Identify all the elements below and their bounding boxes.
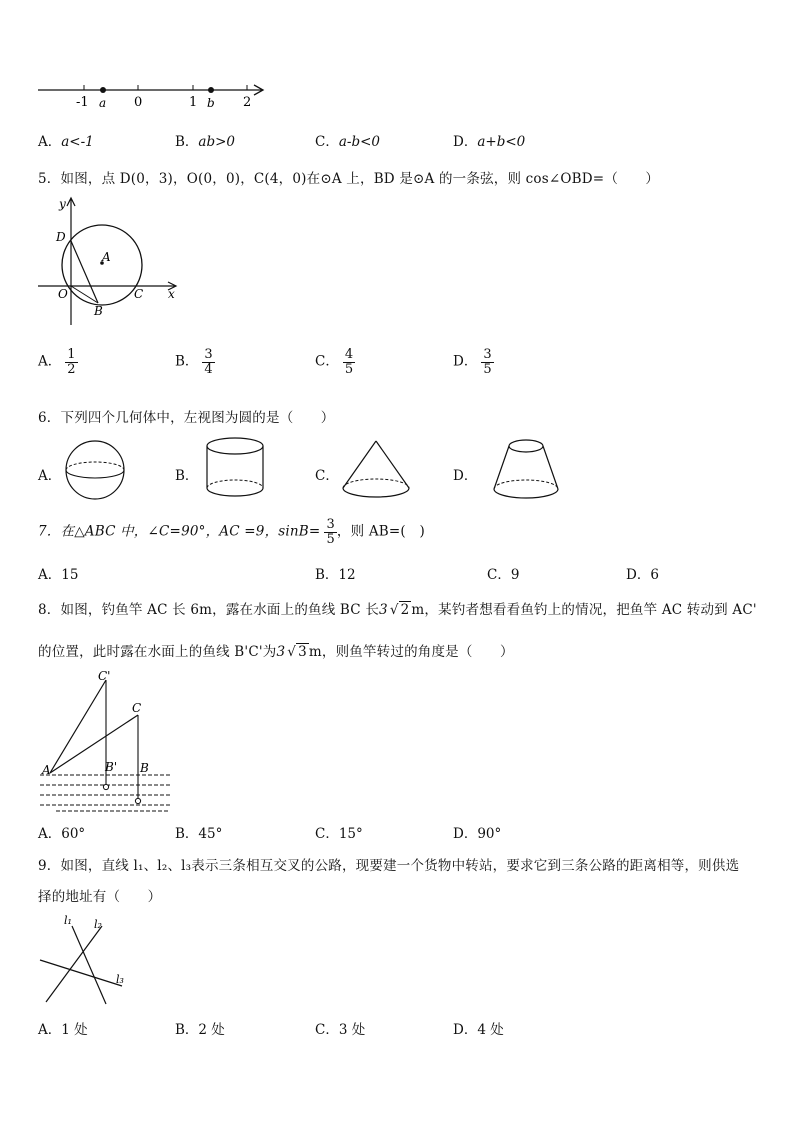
q9-stem-line1: 9．如图，直线 l₁、l₂、l₃表示三条相互交叉的公路，现要建一个货物中转站，要求它到三条公路的距离相等，则供选 bbox=[38, 858, 740, 874]
q5-option-c: C． $\frac{4}{5}$ bbox=[315, 347, 354, 377]
svg-text:B: B bbox=[140, 761, 149, 775]
q8-stem-line1: 8．如图，钓鱼竿 AC 长 6m，露在水面上的鱼线 BC 长3 √ 2 m，某钓者想看看鱼钓上的情况，把鱼竿 AC 转动到 AC' bbox=[38, 602, 757, 618]
q6-option-b-label: B． bbox=[175, 468, 199, 484]
q9-option-a: A．1 处 bbox=[38, 1022, 88, 1038]
svg-text:C: C bbox=[134, 287, 144, 301]
q4-option-d: D．a+b<0 bbox=[453, 134, 526, 150]
point-b bbox=[208, 87, 214, 93]
q4-option-a: A．a<-1 bbox=[38, 134, 94, 150]
svg-text:C: C bbox=[132, 701, 142, 715]
q7-stem: 7．在△ABC 中，∠C=90°，AC =9，sinB= $\frac{3}{5}$ ，则 AB=( ) bbox=[38, 517, 426, 547]
svg-text:l₂: l₂ bbox=[94, 918, 102, 931]
q5-stem: 5．如图，点 D(0，3)，O(0，0)，C(4，0)在⊙A 上，BD 是⊙A 的一条弦，则 cos∠OBD=（ ） bbox=[38, 171, 660, 187]
q8-stem-line2: 的位置，此时露在水面上的鱼线 B'C'为3 √ 3 m，则鱼竿转过的角度是（ ） bbox=[38, 644, 514, 660]
svg-text:C': C' bbox=[98, 669, 111, 683]
q8-option-b: B．45° bbox=[175, 826, 223, 842]
q5-option-d: D． $\frac{3}{5}$ bbox=[453, 347, 492, 377]
svg-text:l₁: l₁ bbox=[64, 914, 72, 927]
frustum-shape bbox=[490, 436, 562, 502]
three-lines-figure bbox=[36, 910, 136, 1006]
q6-stem: 6．下列四个几何体中，左视图为圆的是（ ） bbox=[38, 410, 335, 426]
q7-option-a: A．15 bbox=[38, 567, 79, 583]
q8-option-c: C．15° bbox=[315, 826, 363, 842]
q7-option-d: D．6 bbox=[626, 567, 659, 583]
svg-text:y: y bbox=[59, 197, 66, 211]
cone-shape bbox=[340, 438, 412, 502]
circle-coordinate-figure bbox=[36, 195, 186, 330]
q7-option-c: C．9 bbox=[487, 567, 520, 583]
q9-stem-line2: 择的地址有（ ） bbox=[38, 889, 162, 905]
tick-label: a bbox=[99, 96, 107, 110]
q9-option-d: D．4 处 bbox=[453, 1022, 504, 1038]
point-a bbox=[100, 87, 106, 93]
q4-option-b: B．ab>0 bbox=[175, 134, 236, 150]
svg-text:D: D bbox=[56, 230, 66, 244]
q7-option-b: B．12 bbox=[315, 567, 356, 583]
svg-text:A: A bbox=[42, 763, 51, 777]
q5-option-b: B． $\frac{3}{4}$ bbox=[175, 347, 213, 377]
tick-label: 1 bbox=[189, 95, 198, 110]
svg-text:B: B bbox=[94, 304, 103, 318]
svg-text:x: x bbox=[168, 287, 175, 301]
q6-option-c-label: C． bbox=[315, 468, 339, 484]
tick-label: 2 bbox=[243, 95, 252, 110]
svg-text:l₃: l₃ bbox=[116, 973, 124, 986]
svg-text:B': B' bbox=[105, 760, 118, 774]
q9-option-c: C．3 处 bbox=[315, 1022, 366, 1038]
q8-option-a: A．60° bbox=[38, 826, 86, 842]
q6-option-d-label: D． bbox=[453, 468, 478, 484]
tick-label: 0 bbox=[134, 95, 143, 110]
svg-text:A: A bbox=[102, 250, 111, 264]
tick-label: b bbox=[207, 96, 215, 110]
q6-option-a-label: A． bbox=[38, 468, 62, 484]
q9-option-b: B．2 处 bbox=[175, 1022, 225, 1038]
cylinder-shape bbox=[204, 436, 268, 500]
fishing-rod-figure bbox=[36, 668, 176, 816]
q8-option-d: D．90° bbox=[453, 826, 502, 842]
q4-option-c: C．a-b<0 bbox=[315, 134, 380, 150]
svg-text:O: O bbox=[58, 287, 68, 301]
q5-option-a: A． $\frac{1}{2}$ bbox=[38, 347, 76, 377]
tick-label: -1 bbox=[76, 95, 89, 110]
number-line-figure bbox=[36, 78, 268, 112]
sphere-shape bbox=[62, 438, 130, 502]
